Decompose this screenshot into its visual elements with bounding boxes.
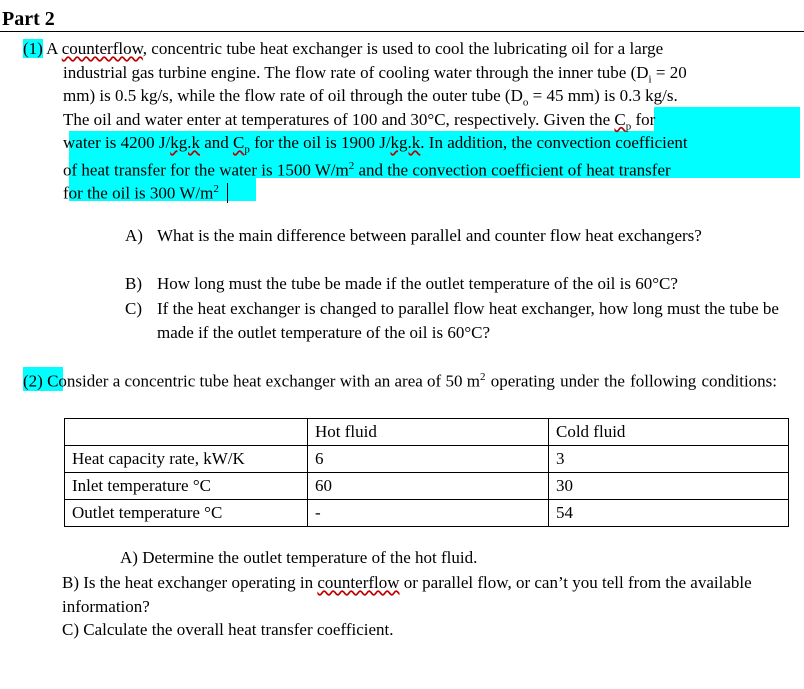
misspelled-word: kg.k xyxy=(170,133,200,152)
part-title: Part 2 xyxy=(2,8,55,30)
question-1-paragraph xyxy=(23,37,799,202)
table-cell: - xyxy=(308,500,549,527)
q2-number: (2) xyxy=(23,371,43,391)
q1-line: of heat transfer for the water is 1500 $W/m^2$ and the convection coefficient of heat transfer xyxy=(63,159,671,180)
q1-line: for the oil is 300 $W/m^2$ xyxy=(23,178,799,202)
table-row xyxy=(65,446,789,473)
table-cell: 54 xyxy=(549,500,789,527)
misspelled-word: kg.k xyxy=(390,133,421,152)
misspelled-word: counterflow xyxy=(317,573,400,592)
misspelled-word: C xyxy=(614,109,626,129)
q1-line: (1) A counterflow, concentric tube heat exchanger is used to cool the lubricating oil for a large xyxy=(23,39,664,58)
table-header: Cold fluid xyxy=(549,419,789,446)
table-cell: Outlet temperature °C xyxy=(65,500,308,527)
q2-question-b: B) Is the heat exchanger operating in counterflow or parallel flow, or can’t you tell from the available information? xyxy=(62,573,752,616)
q1-line: industrial gas turbine engine. The flow rate of cooling water through the inner tube ($D_i = 20$ xyxy=(63,62,687,85)
q1-line: mm) is 0.5 kg/s, while the flow rate of oil through the outer tube ($D_o = 45$ mm) is 0.3 kg/s. xyxy=(63,86,678,109)
q1-question-a: A) What is the main difference between parallel and counter flow heat exchangers? xyxy=(125,226,702,245)
q1-number: (1) xyxy=(23,39,43,58)
q1-question-c: C) If the heat exchanger is changed to parallel flow heat exchanger, how long must the tube be made if the outlet temperature of the oil is 60°C? xyxy=(125,299,779,342)
conditions-table xyxy=(64,418,789,527)
question-2-paragraph: (2) Consider a concentric tube heat exchanger with an area of 50 $m^2$ operating under the following conditions: xyxy=(23,371,778,391)
table-row xyxy=(65,419,789,446)
table-cell: 3 xyxy=(549,446,789,473)
table-cell: 30 xyxy=(549,473,789,500)
misspelled-word: C xyxy=(232,133,245,152)
table-cell: Inlet temperature °C xyxy=(65,473,308,500)
q1-question-b: B) How long must the tube be made if the outlet temperature of the oil is 60°C? xyxy=(125,274,678,293)
table-row xyxy=(65,500,789,527)
table-row xyxy=(65,473,789,500)
table-cell: Heat capacity rate, kW/K xyxy=(65,446,308,473)
misspelled-word: counterflow xyxy=(61,39,143,58)
table-header: Hot fluid xyxy=(308,419,549,446)
title-divider xyxy=(0,31,804,32)
text-cursor xyxy=(227,183,228,203)
table-cell: 6 xyxy=(308,446,549,473)
q1-line: The oil and water enter at temperatures of 100 and 30°C, respectively. Given the $C_p$ for xyxy=(63,109,656,132)
q2-question-c: C) Calculate the overall heat transfer coefficient. xyxy=(62,620,394,639)
q1-line: water is 4200 J/kg.k and $C_p$ for the oil is 1900 J/kg.k. In addition, the convection coefficient xyxy=(63,133,688,156)
q2-question-a: A) Determine the outlet temperature of the hot fluid. xyxy=(120,548,478,567)
table-cell: 60 xyxy=(308,473,549,500)
